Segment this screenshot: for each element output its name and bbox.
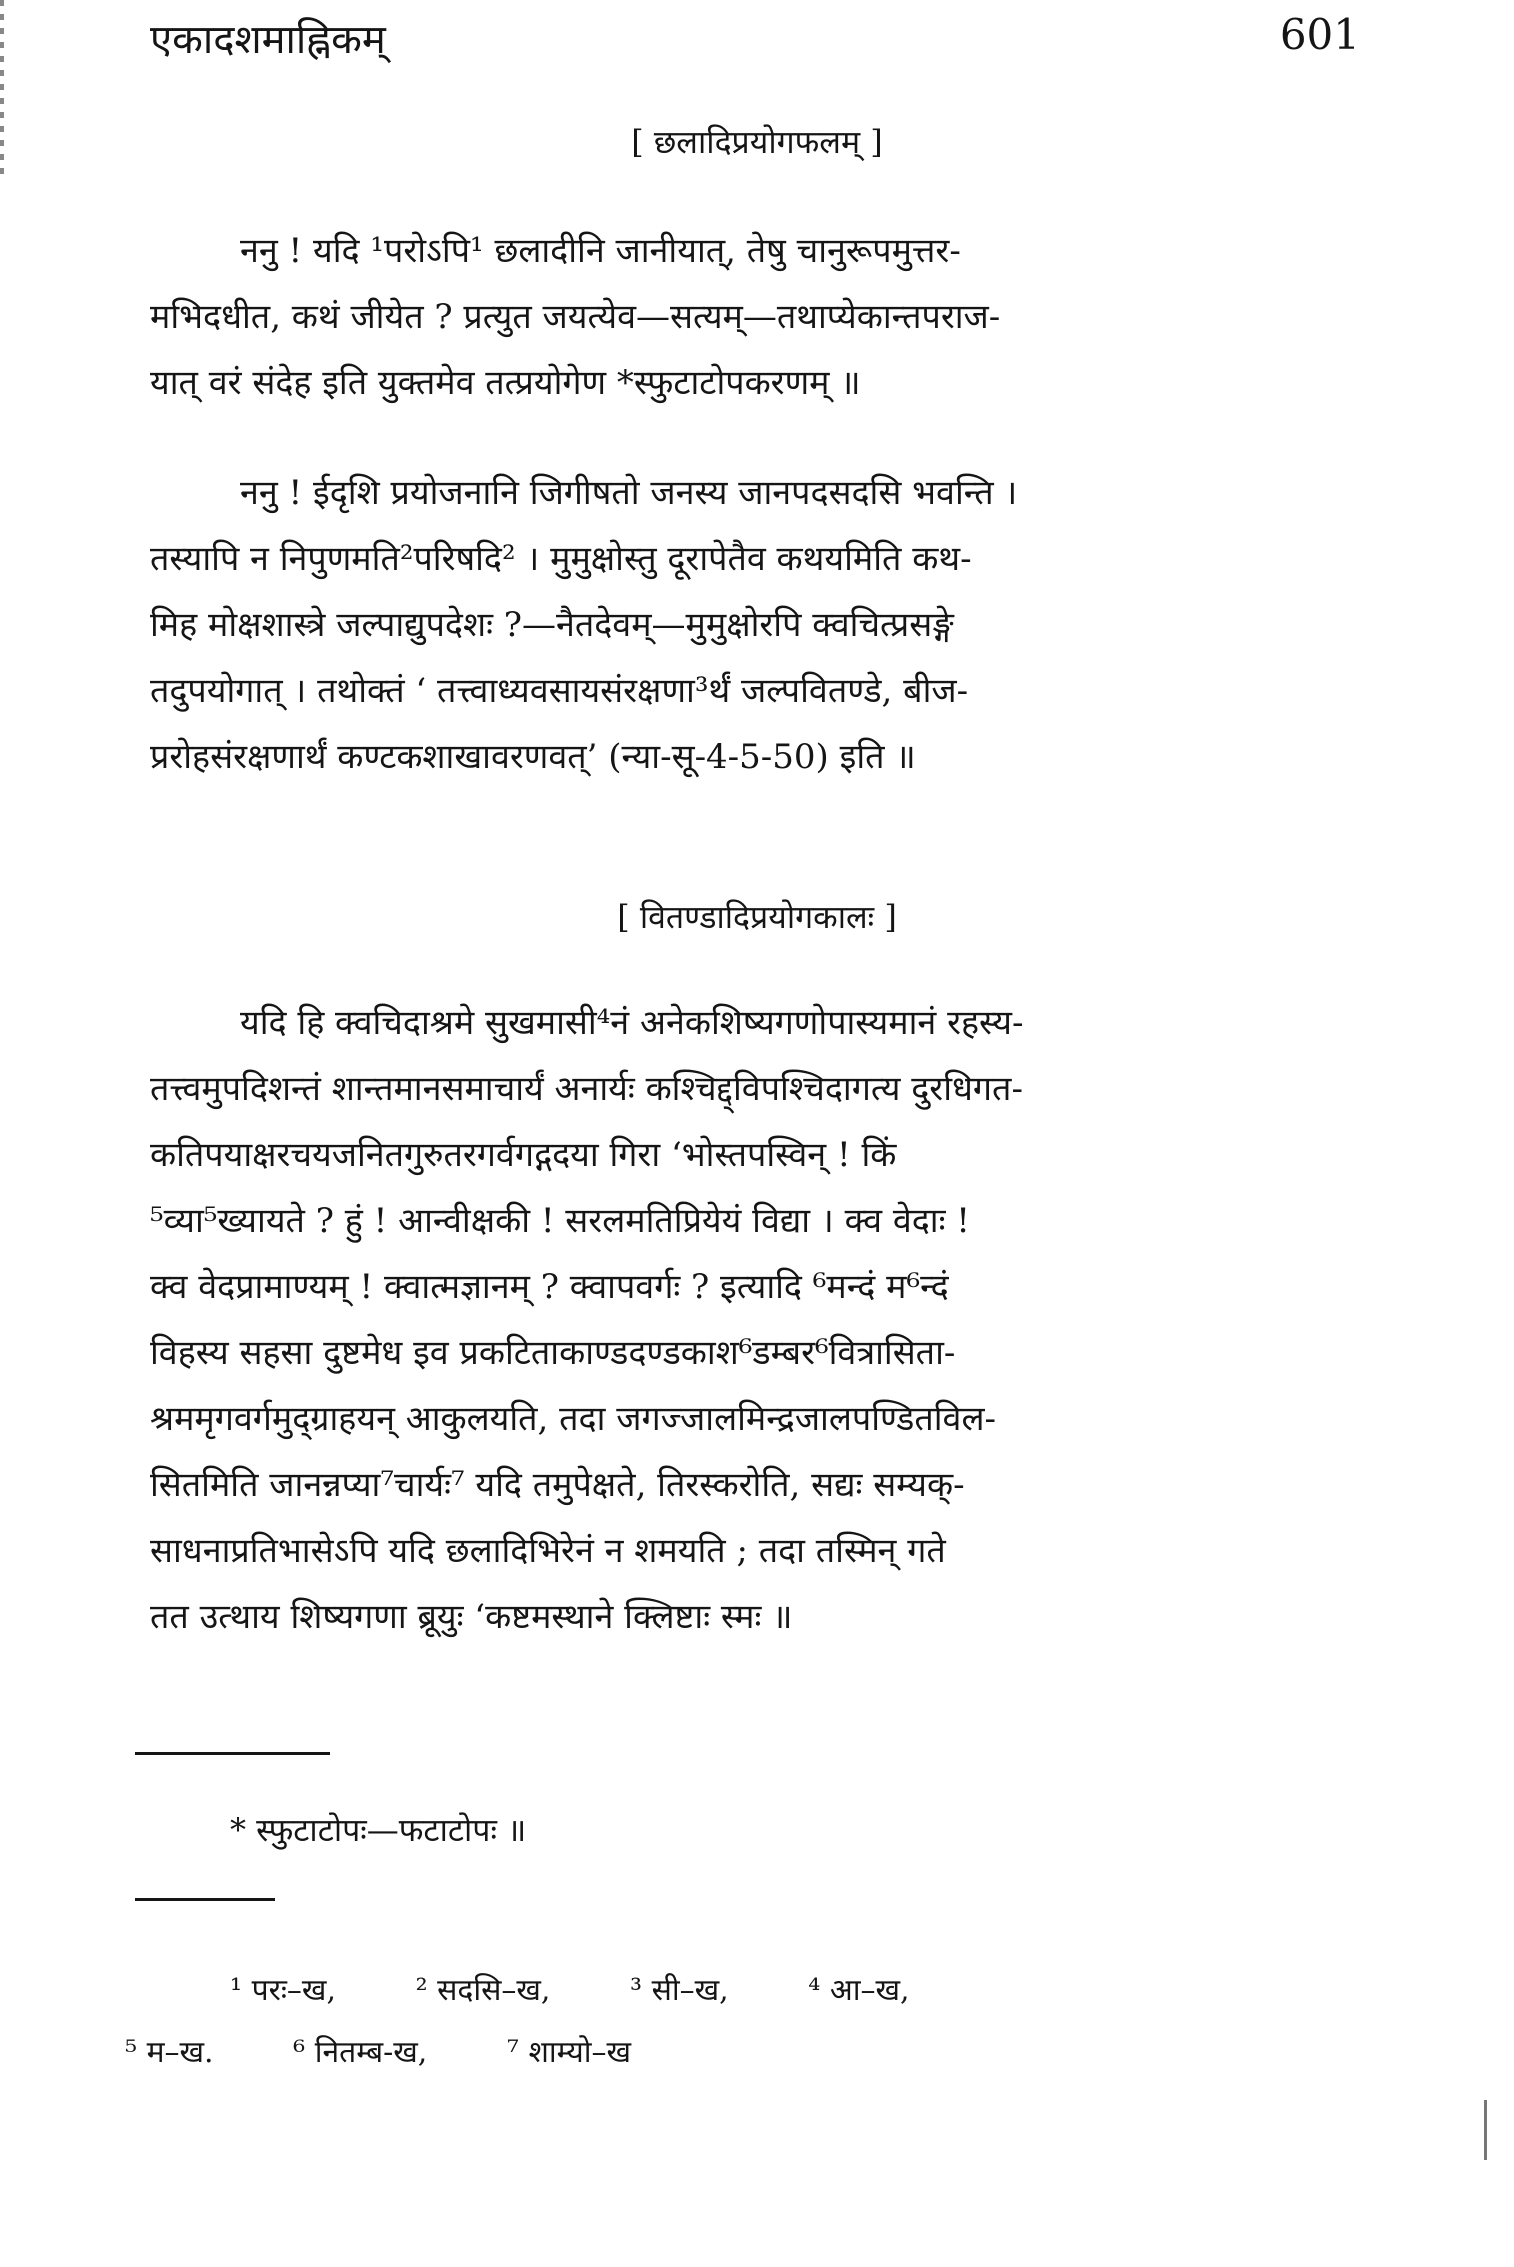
- footnote-item: ⁵ म–ख.: [125, 2035, 214, 2070]
- section-heading-1: [ छलादिप्रयोगफलम् ]: [631, 123, 883, 161]
- variant-readings: [120, 1960, 1270, 2084]
- text-line: तदुपयोगात् । तथोक्तं ‘ तत्त्वाध्यवसायसंरक्षणा³र्थं जल्पवितण्डे, बीज-: [150, 671, 969, 711]
- footnote-item: ² सदसि–ख,: [415, 1973, 551, 2008]
- footnote-item: ⁴ आ–ख,: [808, 1973, 910, 2008]
- text-line: कतिपयाक्षरचयजनितगुरुतरगर्वगद्गदया गिरा ‘भोस्तपस्विन् ! किं: [150, 1135, 897, 1175]
- footnote-star: * स्फुटाटोपः—फटाटोपः ॥: [230, 1811, 527, 1849]
- text-line: मिह मोक्षशास्त्रे जल्पाद्युपदेशः ?—नैतदेवम्—मुमुक्षोरपि क्वचित्प्रसङ्गे: [150, 605, 954, 645]
- paragraph-2: [150, 460, 1360, 790]
- text-line: ननु ! यदि ¹परोऽपि¹ छलादीनि जानीयात्, तेषु चानुरूपमुत्तर-: [240, 231, 961, 271]
- paragraph-1: [150, 218, 1360, 416]
- text-line: तत्त्वमुपदिशन्तं शान्तमानसमाचार्यं अनार्यः कश्चिद्द्विपश्चिदागत्य दुरधिगत-: [150, 1069, 1023, 1109]
- scan-edge-mark-right: [1484, 2100, 1487, 2160]
- text-line: ननु ! ईदृशि प्रयोजनानि जिगीषतो जनस्य जानपदसदसि भवन्ति ।: [240, 473, 1018, 513]
- text-line: ⁵व्या⁵ख्यायते ? हुं ! आन्वीक्षकी ! सरलमतिप्रियेयं विद्या । क्व वेदाः !: [150, 1201, 970, 1241]
- text-line: साधनाप्रतिभासेऽपि यदि छलादिभिरेनं न शमयति ; तदा तस्मिन् गते: [150, 1531, 946, 1571]
- section-heading-2: [ वितण्डादिप्रयोगकालः ]: [617, 898, 897, 936]
- footnote-separator-2: [135, 1898, 275, 1901]
- page-number: 601: [1279, 10, 1360, 59]
- text-line: प्ररोहसंरक्षणार्थं कण्टकशाखावरणवत्’ (न्या-सू-4-5-50) इति ॥: [150, 737, 916, 777]
- text-line: क्व वेदप्रामाण्यम् ! क्वात्मज्ञानम् ? क्वापवर्गः ? इत्यादि ⁶मन्दं म⁶न्दं: [150, 1267, 949, 1307]
- footnote-item: ³ सी–ख,: [630, 1973, 729, 2008]
- text-line: तस्यापि न निपुणमति²परिषदि² । मुमुक्षोस्तु दूरापेतैव कथयमिति कथ-: [150, 539, 972, 579]
- text-line: मभिदधीत, कथं जीयेत ? प्रत्युत जयत्येव—सत्यम्—तथाप्येकान्तपराज-: [150, 297, 1001, 337]
- page-header: [150, 10, 1360, 70]
- footnote-item: ⁷ शाम्यो–ख: [506, 2035, 632, 2070]
- text-line: विहस्य सहसा दुष्टमेध इव प्रकटिताकाण्डदण्डकाश⁶डम्बर⁶वित्रासिता-: [150, 1333, 956, 1373]
- footnote-row-2: [120, 2022, 1270, 2084]
- footnote-row-1: [120, 1960, 1270, 2022]
- text-line: श्रममृगवर्गमुद्ग्राहयन् आकुलयति, तदा जगज्जालमिन्द्रजालपण्डितविल-: [150, 1399, 996, 1439]
- footnote-item: ¹ परः–ख,: [230, 1973, 337, 2008]
- footnote-separator: [135, 1752, 330, 1755]
- text-line: यात् वरं संदेह इति युक्तमेव तत्प्रयोगेण *स्फुटाटोपकरणम् ॥: [150, 363, 861, 403]
- footnote-item: ⁶ नितम्ब-ख,: [293, 2035, 428, 2070]
- text-line: यदि हि क्वचिदाश्रमे सुखमासी⁴नं अनेकशिष्यगणोपास्यमानं रहस्य-: [240, 1003, 1024, 1043]
- running-head: एकादशमाह्निकम्: [150, 17, 386, 63]
- paragraph-3: [150, 990, 1360, 1650]
- text-line: सितमिति जानन्नप्या⁷चार्यः⁷ यदि तमुपेक्षते, तिरस्करोति, सद्यः सम्यक्-: [150, 1465, 965, 1505]
- text-line: तत उत्थाय शिष्यगणा ब्रूयुः ‘कष्टमस्थाने क्लिष्टाः स्मः ॥: [150, 1597, 793, 1637]
